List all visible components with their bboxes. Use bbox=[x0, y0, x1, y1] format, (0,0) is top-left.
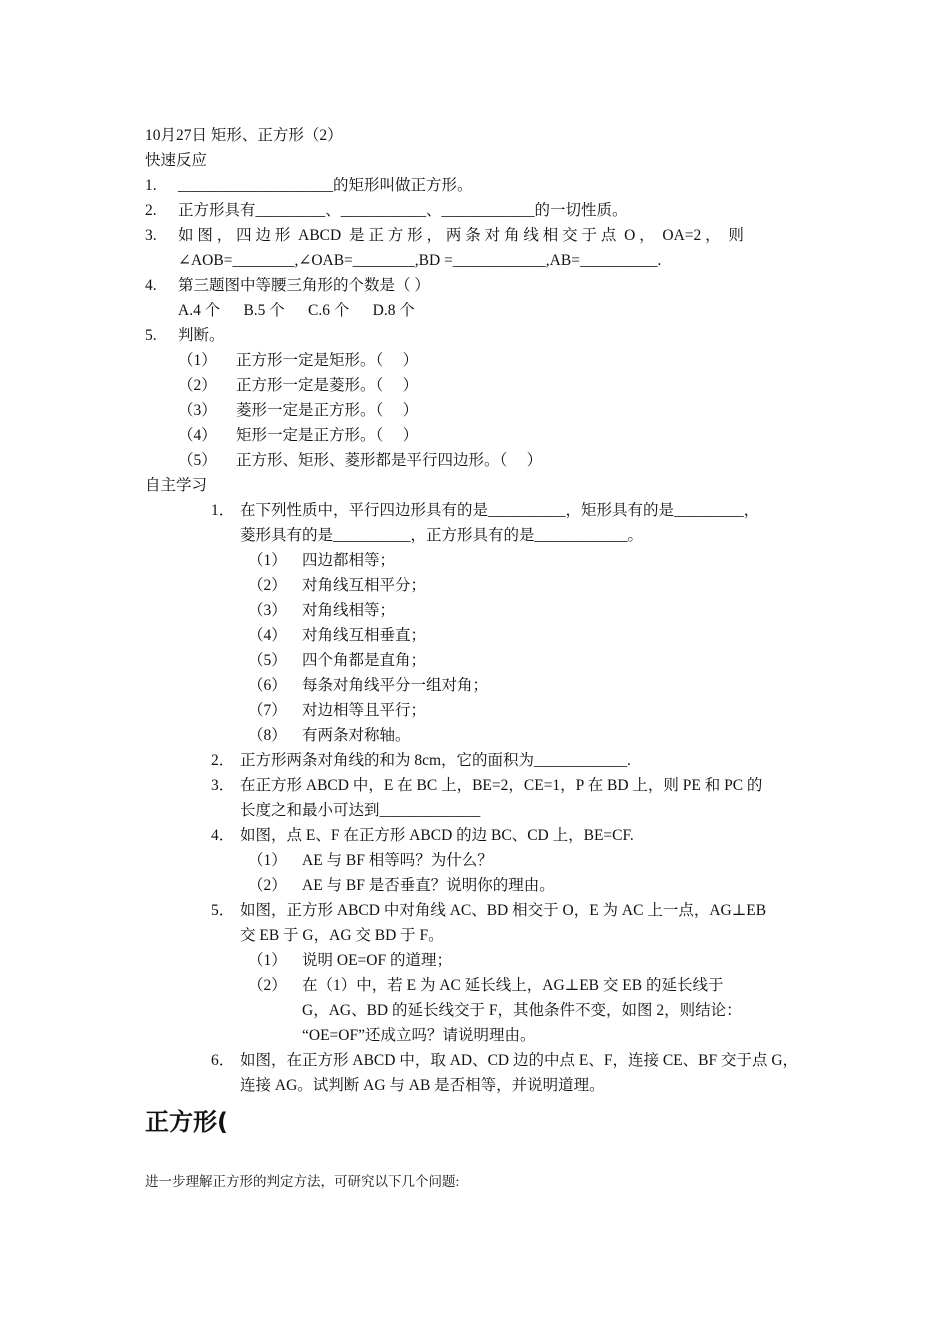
judge-item-number: （2） bbox=[178, 377, 217, 394]
q3-text-line2: ∠AOB=________,∠OAB=________,BD =____________,AB=__________. bbox=[178, 252, 662, 269]
judge-item-text: 正方形、矩形、菱形都是平行四边形。（ ） bbox=[236, 452, 543, 469]
s1-text-line2: 菱形具有的是__________，正方形具有的是____________。 bbox=[240, 527, 644, 544]
judge-item-number: （1） bbox=[178, 352, 217, 369]
section-quick-heading: 快速反应 bbox=[145, 152, 208, 169]
s2-text: 正方形两条对角线的和为 8cm，它的面积为____________. bbox=[240, 752, 631, 769]
judge-item-number: （4） bbox=[178, 427, 217, 444]
s1-number: 1． bbox=[211, 502, 235, 519]
property-number: （6） bbox=[248, 677, 287, 694]
s2-number: 2． bbox=[211, 752, 235, 769]
s4-sub1-number: （1） bbox=[248, 852, 287, 869]
property-number: （8） bbox=[248, 727, 287, 744]
s4-text: 如图，点 E、F 在正方形 ABCD 的边 BC、CD 上，BE=CF. bbox=[240, 827, 634, 844]
q4-number: 4. bbox=[145, 277, 157, 294]
q5-text: 判断。 bbox=[178, 327, 225, 344]
q4-options: A.4 个 B.5 个 C.6 个 D.8 个 bbox=[178, 302, 415, 319]
intro-paragraph: 进一步理解正方形的判定方法，可研究以下几个问题: bbox=[145, 1174, 460, 1189]
q5-number: 5. bbox=[145, 327, 157, 344]
property-text: 每条对角线平分一组对角； bbox=[302, 677, 489, 694]
s4-sub2-text: AE 与 BF 是否垂直？说明你的理由。 bbox=[302, 877, 555, 894]
s5-sub2-text-line3: “OE=OF”还成立吗？请说明理由。 bbox=[302, 1027, 536, 1044]
judge-item-number: （3） bbox=[178, 402, 217, 419]
s4-sub2-number: （2） bbox=[248, 877, 287, 894]
section-heading: 正方形( bbox=[145, 1108, 228, 1136]
property-text: 四边都相等； bbox=[302, 552, 396, 569]
property-number: （4） bbox=[248, 627, 287, 644]
property-text: 对角线互相垂直； bbox=[302, 627, 427, 644]
section-self-heading: 自主学习 bbox=[145, 477, 208, 494]
s5-sub1-number: （1） bbox=[248, 952, 287, 969]
s3-number: 3． bbox=[211, 777, 235, 794]
judge-item-text: 正方形一定是矩形。（ ） bbox=[236, 352, 419, 369]
s5-text-line2: 交 EB 于 G，AG 交 BD 于 F。 bbox=[240, 927, 444, 944]
s6-number: 6． bbox=[211, 1052, 235, 1069]
judge-item-number: （5） bbox=[178, 452, 217, 469]
s5-number: 5． bbox=[211, 902, 235, 919]
s6-text-line1: 如图，在正方形 ABCD 中，取 AD、CD 边的中点 E、F，连接 CE、BF 交于点 G， bbox=[240, 1052, 799, 1069]
property-text: 有两条对称轴。 bbox=[302, 727, 411, 744]
property-number: （3） bbox=[248, 602, 287, 619]
s4-number: 4． bbox=[211, 827, 235, 844]
s3-text-line2: 长度之和最小可达到_____________ bbox=[240, 802, 481, 819]
property-text: 对角线互相平分； bbox=[302, 577, 427, 594]
property-number: （7） bbox=[248, 702, 287, 719]
s5-sub2-text-line1: 在（1）中，若 E 为 AC 延长线上，AG⊥EB 交 EB 的延长线于 bbox=[302, 977, 724, 994]
property-number: （1） bbox=[248, 552, 287, 569]
q3-number: 3. bbox=[145, 227, 157, 244]
q1-number: 1. bbox=[145, 177, 157, 194]
s5-sub2-text-line2: G，AG、BD 的延长线交于 F，其他条件不变，如图 2，则结论： bbox=[302, 1002, 742, 1019]
judge-item-text: 矩形一定是正方形。（ ） bbox=[236, 427, 419, 444]
s3-text-line1: 在正方形 ABCD 中，E 在 BC 上，BE=2，CE=1，P 在 BD 上，则 PE 和 PC 的 bbox=[240, 777, 763, 794]
q1-text: ____________________的矩形叫做正方形。 bbox=[178, 177, 473, 194]
q4-text: 第三题图中等腰三角形的个数是（ ） bbox=[178, 277, 430, 294]
property-text: 四个角都是直角； bbox=[302, 652, 427, 669]
s4-sub1-text: AE 与 BF 相等吗？为什么？ bbox=[302, 852, 493, 869]
property-number: （2） bbox=[248, 577, 287, 594]
s5-sub1-text: 说明 OE=OF 的道理； bbox=[302, 952, 452, 969]
page-title: 10月27日 矩形、正方形（2） bbox=[145, 127, 343, 144]
s1-text-line1: 在下列性质中，平行四边形具有的是__________，矩形具有的是_________， bbox=[240, 502, 760, 519]
judge-item-text: 正方形一定是菱形。（ ） bbox=[236, 377, 419, 394]
property-text: 对边相等且平行； bbox=[302, 702, 427, 719]
q2-text: 正方形具有_________、___________、____________的一切性质。 bbox=[178, 202, 628, 219]
property-number: （5） bbox=[248, 652, 287, 669]
judge-item-text: 菱形一定是正方形。（ ） bbox=[236, 402, 419, 419]
property-text: 对角线相等； bbox=[302, 602, 396, 619]
s5-sub2-number: （2） bbox=[248, 977, 287, 994]
s5-text-line1: 如图，正方形 ABCD 中对角线 AC、BD 相交于 O，E 为 AC 上一点，AG⊥EB bbox=[240, 902, 767, 919]
q2-number: 2. bbox=[145, 202, 157, 219]
s6-text-line2: 连接 AG。试判断 AG 与 AB 是否相等，并说明道理。 bbox=[240, 1077, 605, 1094]
q3-text-line1: 如 图 ， 四 边 形 ABCD 是 正 方 形 ， 两 条 对 角 线 相 交 于 点 O ， OA=2 ， 则 bbox=[178, 227, 744, 244]
